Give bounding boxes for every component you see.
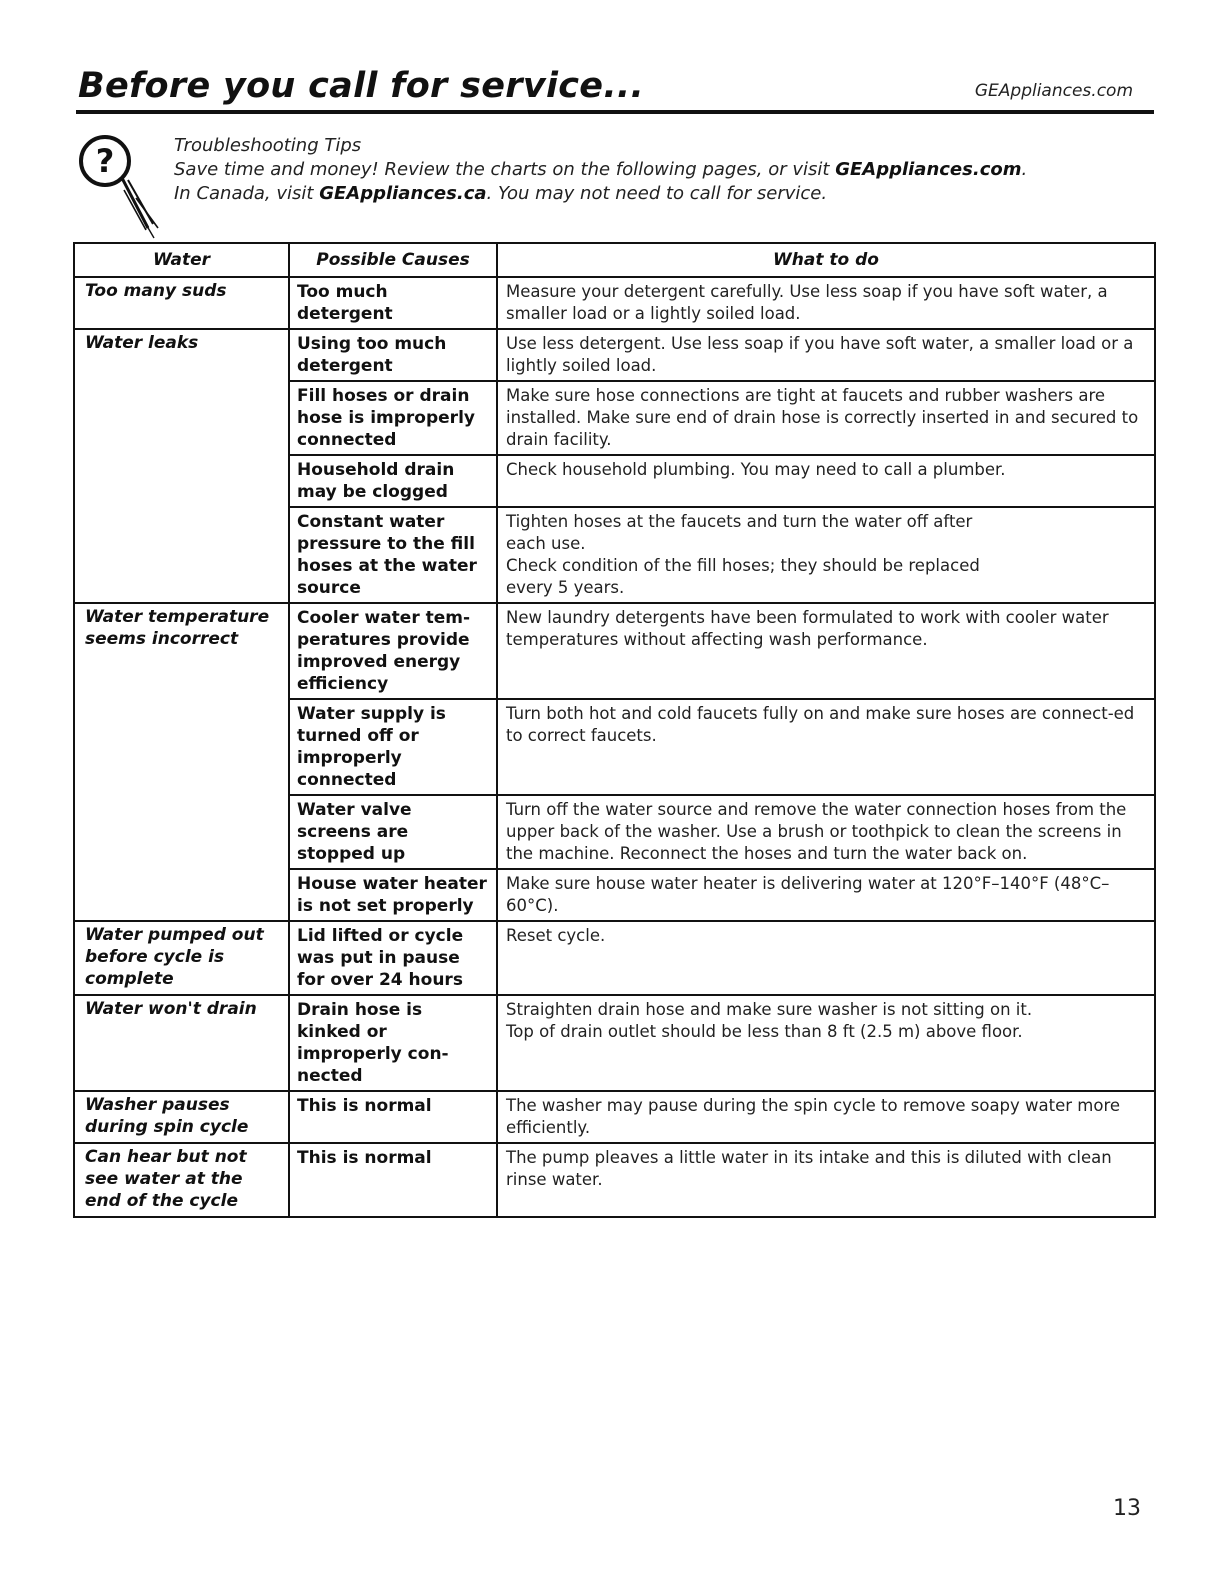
svg-text:?: ? <box>95 142 115 180</box>
cause-cell: This is normal <box>289 1091 497 1143</box>
todo-cell: Check household plumbing. You may need to call a plumber. <box>497 455 1155 507</box>
site-url[interactable]: GEAppliances.com <box>974 81 1133 101</box>
todo-cell: Measure your detergent carefully. Use less soap if you have soft water, a smaller load or a lightly soiled load. <box>497 277 1155 329</box>
cause-cell: Drain hose is kinked or improperly con-nected <box>289 995 497 1091</box>
cause-cell: Cooler water tem-peratures provide improved energy efficiency <box>289 603 497 699</box>
cause-cell: This is normal <box>289 1143 497 1217</box>
cause-cell: Constant water pressure to the fill hoses at the water source <box>289 507 497 603</box>
problem-cell: Water pumped out before cycle is complete <box>74 921 289 995</box>
page-number: 13 <box>1113 1496 1141 1521</box>
todo-line: each use. <box>506 534 586 553</box>
cause-cell: Household drain may be clogged <box>289 455 497 507</box>
todo-cell <box>497 507 1155 603</box>
cause-cell: Lid lifted or cycle was put in pause for over 24 hours <box>289 921 497 995</box>
troubleshooting-tips <box>174 134 1027 206</box>
tips-line-review: Save time and money! Review the charts on the following pages, or visit GEAppliances.com. <box>174 159 1028 180</box>
todo-cell: Make sure house water heater is delivering water at 120°F–140°F (48°C–60°C). <box>497 869 1155 921</box>
todo-cell <box>497 995 1155 1091</box>
ge-us-link[interactable]: GEAppliances.com <box>835 159 1022 180</box>
table-row <box>74 277 1155 329</box>
problem-cell: Water leaks <box>74 329 289 603</box>
table-row <box>74 1143 1155 1217</box>
tips-heading: Troubleshooting Tips <box>174 135 362 156</box>
cause-cell: Too much detergent <box>289 277 497 329</box>
problem-cell: Washer pauses during spin cycle <box>74 1091 289 1143</box>
todo-cell: The washer may pause during the spin cycle to remove soapy water more efficiently. <box>497 1091 1155 1143</box>
cause-cell: Water supply is turned off or improperly connected <box>289 699 497 795</box>
column-header-possible-causes: Possible Causes <box>289 243 497 277</box>
problem-cell: Can hear but not see water at the end of the cycle <box>74 1143 289 1217</box>
table-row <box>74 329 1155 381</box>
problem-cell: Water temperature seems incorrect <box>74 603 289 921</box>
table-row <box>74 1091 1155 1143</box>
problem-cell: Too many suds <box>74 277 289 329</box>
cause-cell: Using too much detergent <box>289 329 497 381</box>
todo-line: Top of drain outlet should be less than 8 ft (2.5 m) above floor. <box>506 1022 1023 1041</box>
todo-line: Check condition of the fill hoses; they should be replaced <box>506 556 980 575</box>
todo-cell: The pump pleaves a little water in its intake and this is diluted with clean rinse water. <box>497 1143 1155 1217</box>
todo-line: Straighten drain hose and make sure washer is not sitting on it. <box>506 1000 1033 1019</box>
column-header-what-to-do: What to do <box>497 243 1155 277</box>
column-header-problem: Water <box>74 243 289 277</box>
table-row <box>74 603 1155 699</box>
todo-cell: Turn off the water source and remove the water connection hoses from the upper back of the washer. Use a brush or toothpick to clean the screens in the machine. Reconnect the hoses and turn the water back on. <box>497 795 1155 869</box>
question-magnifier-icon <box>78 128 170 240</box>
todo-cell: Use less detergent. Use less soap if you have soft water, a smaller load or a lightly soiled load. <box>497 329 1155 381</box>
troubleshooting-table <box>73 242 1156 1218</box>
table-row <box>74 921 1155 995</box>
ge-canada-link[interactable]: GEAppliances.ca <box>319 183 487 204</box>
cause-cell: Fill hoses or drain hose is improperly connected <box>289 381 497 455</box>
todo-line: Tighten hoses at the faucets and turn the water off after <box>506 512 973 531</box>
cause-cell: House water heater is not set properly <box>289 869 497 921</box>
title-rule <box>76 110 1154 114</box>
cause-cell: Water valve screens are stopped up <box>289 795 497 869</box>
table-header-row <box>74 243 1155 277</box>
tips-line-canada: In Canada, visit GEAppliances.ca. You may not need to call for service. <box>174 183 828 204</box>
todo-cell: Make sure hose connections are tight at faucets and rubber washers are installed. Make sure end of drain hose is correctly inserted in and secured to drain facility. <box>497 381 1155 455</box>
table-row <box>74 995 1155 1091</box>
todo-cell: Reset cycle. <box>497 921 1155 995</box>
todo-line: every 5 years. <box>506 578 625 597</box>
todo-cell: Turn both hot and cold faucets fully on and make sure hoses are connect-ed to correct faucets. <box>497 699 1155 795</box>
page-title: Before you call for service... <box>78 66 645 106</box>
problem-cell: Water won't drain <box>74 995 289 1091</box>
todo-cell: New laundry detergents have been formulated to work with cooler water temperatures without affecting wash performance. <box>497 603 1155 699</box>
